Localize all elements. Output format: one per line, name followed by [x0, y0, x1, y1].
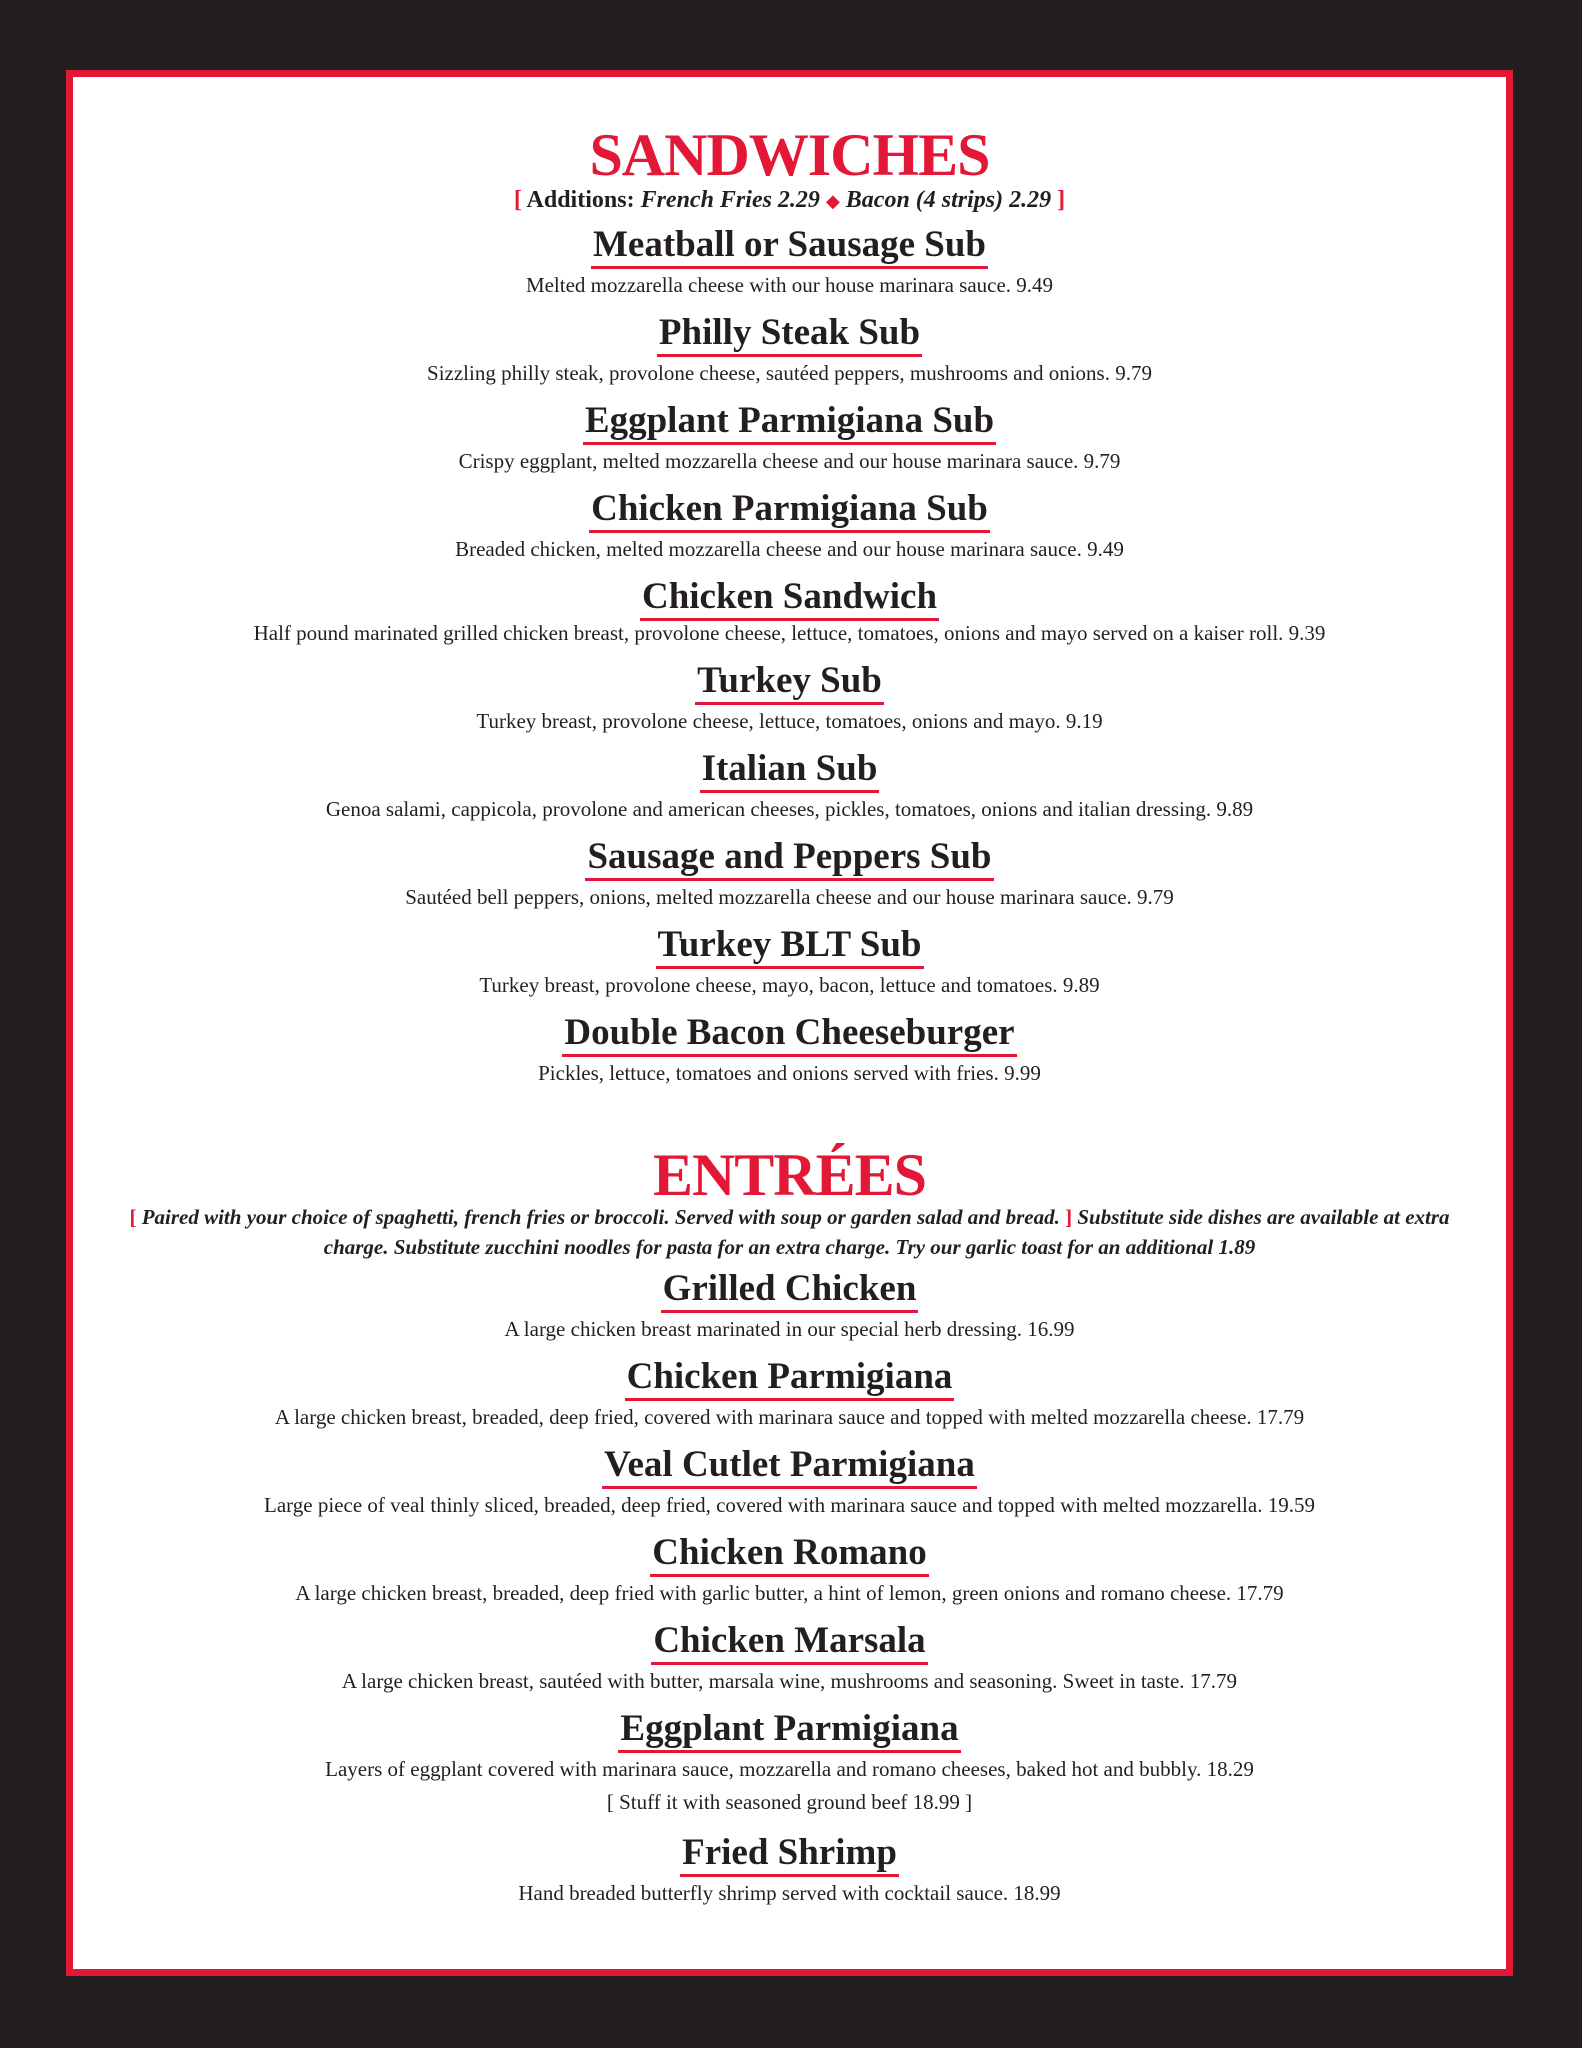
entree-item: [73, 1621, 1506, 1694]
item-description: A large chicken breast, sautéed with butter, marsala wine, mushrooms and seasoning. Sweet in taste. 17.79: [341, 1668, 1238, 1693]
item-description: Pickles, lettuce, tomatoes and onions served with fries. 9.99: [538, 1060, 1041, 1085]
item-name: Chicken Parmigiana: [625, 1357, 955, 1401]
sandwich-item: [73, 749, 1506, 822]
item-description: Sizzling philly steak, provolone cheese, sautéed peppers, mushrooms and onions. 9.79: [427, 360, 1152, 385]
item-description: Genoa salami, cappicola, provolone and american cheeses, pickles, tomatoes, onions and italian dressing. 9.89: [325, 796, 1254, 821]
additions-bacon: Bacon (4 strips) 2.29: [845, 187, 1052, 213]
sandwich-item: [73, 401, 1506, 474]
note-bracketed-text: Paired with your choice of spaghetti, french fries or broccoli. Served with soup or garden salad and bread.: [141, 1205, 1060, 1229]
item-name: Fried Shrimp: [680, 1833, 899, 1877]
additions-fries: French Fries 2.29: [640, 187, 820, 213]
additions-open-bracket: [: [513, 187, 522, 213]
item-name: Eggplant Parmigiana: [618, 1709, 960, 1753]
sandwich-item: [73, 1013, 1506, 1086]
item-description: Crispy eggplant, melted mozzarella cheese and our house marinara sauce. 9.79: [458, 448, 1121, 473]
sandwich-item: [73, 489, 1506, 562]
item-name: Chicken Parmigiana Sub: [589, 489, 990, 533]
sandwich-item: [73, 661, 1506, 734]
item-name: Turkey Sub: [695, 661, 884, 705]
item-description: A large chicken breast, breaded, deep fried, covered with marinara sauce and topped with melted mozzarella cheese. 17.79: [274, 1404, 1305, 1429]
item-description: Large piece of veal thinly sliced, breaded, deep fried, covered with marinara sauce and topped with melted mozzarella. 19.59: [264, 1492, 1315, 1517]
item-name: Veal Cutlet Parmigiana: [602, 1445, 977, 1489]
item-name: Turkey BLT Sub: [656, 925, 924, 969]
sandwich-item: [73, 925, 1506, 998]
item-name: Double Bacon Cheeseburger: [562, 1013, 1016, 1057]
entree-item: [73, 1357, 1506, 1430]
item-name: Sausage and Peppers Sub: [585, 837, 993, 881]
diamond-icon: ◆: [825, 191, 840, 211]
sandwich-item: [73, 225, 1506, 298]
item-extra-option: [ Stuff it with seasoned ground beef 18.99 ]: [606, 1789, 973, 1814]
item-description: Hand breaded butterfly shrimp served with cocktail sauce. 18.99: [518, 1880, 1061, 1905]
item-description: A large chicken breast marinated in our special herb dressing. 16.99: [504, 1316, 1075, 1341]
item-description: Layers of eggplant covered with marinara sauce, mozzarella and romano cheeses, baked hot and bubbly. 18.29: [325, 1756, 1254, 1781]
item-description: Turkey breast, provolone cheese, lettuce, tomatoes, onions and mayo. 9.19: [476, 708, 1103, 733]
item-name: Meatball or Sausage Sub: [591, 225, 988, 269]
item-name: Chicken Romano: [650, 1533, 928, 1577]
item-description: Sautéed bell peppers, onions, melted mozzarella cheese and our house marinara sauce. 9.79: [405, 884, 1174, 909]
item-description: A large chicken breast, breaded, deep fried with garlic butter, a hint of lemon, green onions and romano cheese. 17.79: [295, 1580, 1284, 1605]
item-description: Breaded chicken, melted mozzarella cheese and our house marinara sauce. 9.49: [455, 536, 1124, 561]
entree-item: [73, 1445, 1506, 1518]
additions-label: Additions:: [526, 187, 635, 213]
entree-item: [73, 1269, 1506, 1342]
sandwich-item: [73, 313, 1506, 386]
item-name: Chicken Marsala: [651, 1621, 927, 1665]
entree-item: [73, 1533, 1506, 1606]
additions-close-bracket: ]: [1057, 187, 1066, 213]
entrees-title: ENTRÉES: [652, 1142, 927, 1208]
sandwiches-additions: [73, 187, 1506, 214]
note-open-bracket: [: [129, 1205, 137, 1229]
item-name: Philly Steak Sub: [657, 313, 922, 357]
sandwiches-title: SANDWICHES: [589, 122, 990, 188]
sandwich-item: [73, 837, 1506, 910]
entree-item: [73, 1709, 1506, 1815]
item-name: Italian Sub: [700, 749, 880, 793]
item-name: Grilled Chicken: [661, 1269, 919, 1313]
note-close-bracket: ]: [1065, 1205, 1073, 1229]
note-rest-text: Substitute side dishes are available at extra charge. Substitute zucchini noodles for pasta for an extra charge. Try our garlic toast for an additional 1.89: [323, 1205, 1450, 1259]
sandwich-item: [73, 577, 1506, 646]
item-name: Eggplant Parmigiana Sub: [583, 401, 996, 445]
item-name: Chicken Sandwich: [640, 577, 939, 621]
menu-page: [66, 70, 1513, 1976]
entree-item: [73, 1833, 1506, 1906]
item-description: Half pound marinated grilled chicken breast, provolone cheese, lettuce, tomatoes, onions and mayo served on a kaiser roll. 9.39: [253, 620, 1326, 645]
menu-content: [73, 77, 1506, 1969]
item-description: Melted mozzarella cheese with our house marinara sauce. 9.49: [525, 272, 1054, 297]
entrees-note: [113, 1202, 1466, 1262]
item-description: Turkey breast, provolone cheese, mayo, bacon, lettuce and tomatoes. 9.89: [479, 972, 1100, 997]
